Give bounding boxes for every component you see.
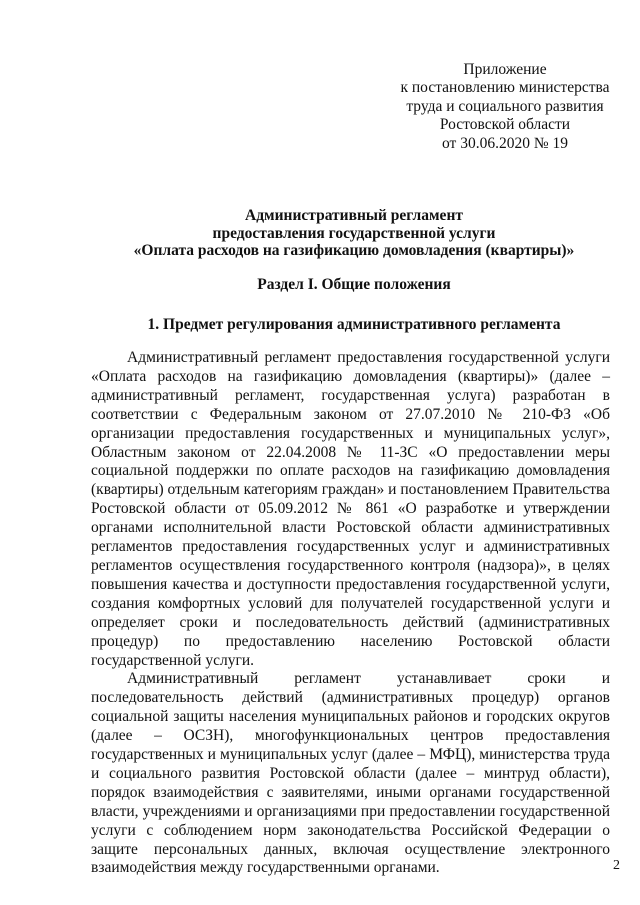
appendix-line: труда и социального развития (406, 97, 604, 115)
section-heading: Раздел I. Общие положения (257, 276, 451, 293)
appendix-line: Ростовской области (439, 116, 571, 134)
paragraph: Административный регламент устанавливает сроки и последовательность действий (административных процедур) органов социальной защиты населения муниципальных районов и городских округов (далее – ОСЗН), многофункциональных центров предоставления государственных и муниципальных услуг (далее – МФЦ), министерства труда и социального развития Ростовской области (далее – минтруд области), порядок взаимодействия с заявителями, иными органами государственной власти, учреждениями и организациями при предоставлении государственной услуги с соблюдением норм законодательства Российской Федерации о защите персональных данных, включая осуществление электронного взаимодействия между государственными органами. (91, 670, 610, 877)
appendix-block (380, 61, 630, 153)
appendix-line: к постановлению министерства (400, 79, 610, 97)
document-title (80, 207, 628, 260)
appendix-line: от 30.06.2020 № 19 (442, 134, 568, 152)
title-line: Административный регламент (245, 207, 463, 224)
appendix-line: Приложение (463, 61, 547, 78)
title-line: «Оплата расходов на газификацию домовладения (квартиры)» (133, 242, 575, 259)
subsection-heading: 1. Предмет регулирования административного регламента (147, 316, 561, 333)
title-line: предоставления государственной услуги (212, 224, 496, 242)
page-number: 2 (613, 858, 620, 873)
paragraph: Административный регламент предоставления государственной услуги «Оплата расходов на газификацию домовладения (квартиры)» (далее – административный регламент, государственная услуга) разработан в соответствии с Федеральным законом от 27.07.2010 № 210-ФЗ «Об организации предоставления государственных и муниципальных услуг», Областным законом от 22.04.2008 № 11-ЗС «О предоставлении меры социальной поддержки по оплате расходов на газификацию домовладения (квартиры) отдельным категориям граждан» и постановлением Правительства Ростовской области от 05.09.2012 № 861 «О разработке и утверждении органами исполнительной власти Ростовской области административных регламентов предоставления государственных услуг и административных регламентов осуществления государственного контроля (надзора)», в целях повышения качества и доступности предоставления государственной услуги, создания комфортных условий для получателей государственной услуги и определяет сроки и последовательность действий (административных процедур) по предоставлению населению Ростовской области государственной услуги. (91, 349, 610, 669)
body-text (91, 349, 610, 878)
